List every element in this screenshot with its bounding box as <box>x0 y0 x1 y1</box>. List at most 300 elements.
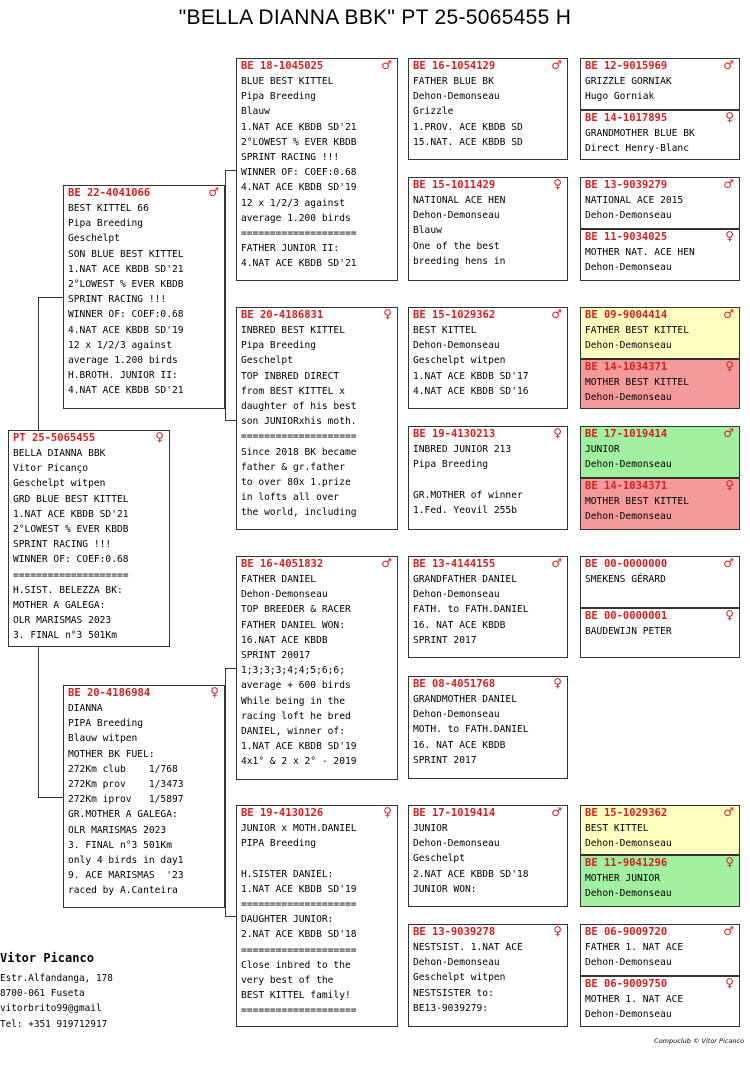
ring-number: BE 22-4041066 <box>68 187 151 199</box>
card-line: Geschelpt <box>413 853 465 865</box>
card-line: BEST KITTEL 66 <box>68 203 149 214</box>
card-header <box>581 360 739 375</box>
card-line: NATIONAL ACE 2015 <box>585 195 684 206</box>
sex-symbol: ♀ <box>725 110 734 124</box>
card-line: Geschelpt <box>241 355 293 367</box>
ring-number: BE 15-1029362 <box>413 309 496 321</box>
card-line: NESTSIST. 1.NAT ACE <box>413 942 523 953</box>
footer-credit: Compuclub © Vitor Picanco <box>654 1037 744 1045</box>
card-line: Close inbred to the <box>241 959 351 971</box>
card-line: GR.MOTHER A GALEGA: <box>68 809 178 821</box>
card-body <box>409 821 567 897</box>
card-line: 2.NAT ACE KBDB SD'18 <box>241 929 357 941</box>
card-line: SPRINT 2017 <box>413 754 477 766</box>
card-line: JUNIOR <box>585 444 620 455</box>
card-line: 2°LOWEST % EVER KBDB <box>13 523 129 535</box>
card-line <box>413 472 563 487</box>
card-line: Dehon-Demonseau <box>413 709 500 721</box>
card-line: Vitor Picanço <box>13 463 89 475</box>
card-line: Dehon-Demonseau <box>413 589 500 601</box>
card-line: 4.NAT ACE KBDB SD'19 <box>241 182 357 194</box>
ring-number: BE 17-1019414 <box>413 807 496 819</box>
card-g14 <box>580 855 740 907</box>
card-line: DIANNA <box>68 703 103 714</box>
card-line: average 1.200 birds <box>68 354 178 366</box>
card-line: GRIZZLE GORNIAK <box>585 76 672 87</box>
card-header <box>409 677 567 692</box>
card-line: MOTH. to FATH.DANIEL <box>413 724 529 736</box>
card-body <box>581 442 739 472</box>
card-line: 16.NAT ACE KBDB <box>241 634 328 646</box>
sex-symbol: ♀ <box>553 676 562 690</box>
card-line: FATHER BLUE BK <box>413 76 494 87</box>
card-body <box>409 940 567 1016</box>
card-g13 <box>580 805 740 855</box>
card-line: daughter of his best <box>241 400 357 412</box>
card-line: FATHER JUNIOR II: <box>241 243 340 255</box>
card-line: Geschelpt <box>68 233 120 245</box>
card-line: Geschelpt witpen <box>413 355 506 367</box>
card-line: BLUE BEST KITTEL <box>241 76 334 87</box>
card-dam <box>63 685 225 908</box>
card-line: Blauw witpen <box>68 733 138 745</box>
card-body <box>64 201 224 398</box>
card-line: Since 2018 BK became <box>241 446 357 458</box>
card-header <box>581 609 739 624</box>
ring-number: BE 18-1045025 <box>241 60 324 72</box>
card-g1 <box>580 58 740 110</box>
connector <box>38 297 39 430</box>
card-line: DAUGHTER JUNIOR: <box>241 914 334 926</box>
connector <box>225 668 226 916</box>
card-body <box>581 871 739 901</box>
connector <box>225 420 236 421</box>
sex-symbol: ♂ <box>723 177 734 191</box>
card-line: NESTSISTER to: <box>413 987 494 999</box>
card-sss <box>408 58 568 160</box>
card-line: Dehon-Demonseau <box>585 838 672 850</box>
card-line: BEST KITTEL family! <box>241 990 351 1002</box>
card-header <box>581 806 739 821</box>
card-line: Dehon-Demonseau <box>413 957 500 969</box>
card-g6 <box>580 359 740 409</box>
card-line: father & gr.father <box>241 461 345 473</box>
card-line: 1.NAT ACE KBDB SD'19 <box>241 883 357 895</box>
card-body <box>237 74 397 271</box>
card-header <box>409 427 567 442</box>
card-line: to over 80x 1.prize <box>241 476 351 488</box>
card-line: Blauw <box>413 225 442 237</box>
card-line: Dehon-Demonseau <box>585 262 672 274</box>
owner-postcode: 8700-061 Fuseta <box>0 988 85 1000</box>
card-line: SPRINT RACING !!! <box>68 294 167 306</box>
card-header <box>237 308 397 323</box>
card-line: 1.NAT ACE KBDB SD'21 <box>13 508 129 520</box>
card-sire-sire <box>236 58 398 281</box>
card-line: Pipa Breeding <box>68 218 144 230</box>
card-line: SMEKENS GÉRARD <box>585 574 666 585</box>
card-line: 1.Fed. Yeovil 255b <box>413 504 517 516</box>
card-line: BAUDEWIJN PETER <box>585 626 672 637</box>
card-line: racing loft he bred <box>241 710 351 722</box>
card-header <box>409 925 567 940</box>
card-line: Grizzle <box>413 106 454 118</box>
card-line: the world, including <box>241 507 357 519</box>
card-line: 2.NAT ACE KBDB SD'18 <box>413 868 529 880</box>
card-header <box>64 186 224 201</box>
ring-number: BE 14-1034371 <box>585 480 668 492</box>
card-line: 4.NAT ACE KBDB SD'21 <box>241 258 357 270</box>
card-header <box>9 431 169 446</box>
card-line: raced by A.Canteira <box>68 885 178 897</box>
card-g5 <box>580 307 740 359</box>
card-line: SON BLUE BEST KITTEL <box>68 248 184 260</box>
card-line: GR.MOTHER of winner <box>413 489 523 501</box>
card-line: ==================== <box>241 431 357 443</box>
card-line: Dehon-Demonseau <box>585 392 672 404</box>
connector <box>38 297 63 298</box>
card-header <box>581 479 739 494</box>
card-header <box>581 856 739 871</box>
card-header <box>409 557 567 572</box>
card-line: 4x1° & 2 x 2° - 2019 <box>241 756 357 768</box>
sex-symbol: ♀ <box>725 976 734 990</box>
pedigree-title: "BELLA DIANNA BBK" PT 25-5065455 H <box>178 6 572 29</box>
card-g7 <box>580 426 740 478</box>
card-body <box>581 126 739 156</box>
card-header <box>409 59 567 74</box>
ring-number: BE 19-4130126 <box>241 807 324 819</box>
card-line: 1.PROV. ACE KBDB SD <box>413 121 523 133</box>
card-line: 3. FINAL n°3 501Km <box>13 630 117 642</box>
connector <box>225 170 226 420</box>
card-line: TOP BREEDER & RACER <box>241 604 351 616</box>
card-body <box>409 692 567 768</box>
card-line: MOTHER BEST KITTEL <box>585 496 689 507</box>
card-line: Blauw <box>241 106 270 118</box>
card-g3 <box>580 177 740 229</box>
card-line: Dehon-Demonseau <box>585 511 672 523</box>
card-line: GRANDMOTHER DANIEL <box>413 694 517 705</box>
card-line: 15.NAT. ACE KBDB SD <box>413 136 523 148</box>
ring-number: BE 20-4186984 <box>68 687 151 699</box>
sex-symbol: ♂ <box>723 58 734 72</box>
card-line: BEST KITTEL <box>413 325 477 336</box>
card-body <box>581 193 739 223</box>
card-line: FATHER 1. NAT ACE <box>585 942 684 953</box>
ring-number: BE 15-1011429 <box>413 179 496 191</box>
card-body <box>409 572 567 648</box>
card-body <box>237 572 397 769</box>
sex-symbol: ♂ <box>381 556 392 570</box>
sex-symbol: ♀ <box>553 924 562 938</box>
sex-symbol: ♂ <box>551 58 562 72</box>
card-sire-dam <box>236 307 398 530</box>
card-body <box>237 821 397 1018</box>
card-line: Pipa Breeding <box>413 459 489 471</box>
card-line: SPRINT RACING !!! <box>241 151 340 163</box>
card-body <box>237 323 397 520</box>
card-line: Geschelpt witpen <box>413 972 506 984</box>
card-line: average 1.200 birds <box>241 212 351 224</box>
card-line: Dehon-Demonseau <box>413 838 500 850</box>
card-line: 1.NAT ACE KBDB SD'21 <box>68 263 184 275</box>
sex-symbol: ♂ <box>723 556 734 570</box>
card-line: H.BROTH. JUNIOR II: <box>68 370 178 382</box>
card-body <box>581 992 739 1022</box>
connector <box>225 170 236 171</box>
card-header <box>409 308 567 323</box>
card-line: OLR MARISMAS 2023 <box>13 615 112 627</box>
card-header <box>581 427 739 442</box>
sex-symbol: ♂ <box>551 556 562 570</box>
card-dsd <box>408 676 568 779</box>
card-line: FATHER BEST KITTEL <box>585 325 689 336</box>
connector <box>38 647 39 797</box>
card-dam-sire <box>236 556 398 780</box>
ring-number: BE 00-0000000 <box>585 558 668 570</box>
card-g8 <box>580 478 740 530</box>
sex-symbol: ♂ <box>723 426 734 440</box>
card-line: Dehon-Demonseau <box>413 210 500 222</box>
card-line: SPRINT 2017 <box>413 634 477 646</box>
card-line: BEST KITTEL <box>585 823 649 834</box>
card-line: Pipa Breeding <box>241 340 317 352</box>
card-line: 1.NAT ACE KBDB SD'17 <box>413 370 529 382</box>
ring-number: BE 16-1054129 <box>413 60 496 72</box>
card-line: 272Km club 1/768 <box>68 763 178 775</box>
card-line: MOTHER BK FUEL: <box>68 748 155 760</box>
card-line: MOTHER NAT. ACE HEN <box>585 247 695 258</box>
card-line: PIPA Breeding <box>68 718 144 730</box>
card-line: INBRED BEST KITTEL <box>241 325 345 336</box>
card-subject <box>8 430 170 647</box>
card-body <box>409 323 567 399</box>
card-header <box>581 178 739 193</box>
card-header <box>581 925 739 940</box>
card-ddd <box>408 924 568 1027</box>
connector <box>225 916 236 917</box>
card-line: PIPA Breeding <box>241 838 317 850</box>
card-header <box>409 178 567 193</box>
card-dds <box>408 805 568 907</box>
card-line: Pipa Breeding <box>241 91 317 103</box>
card-line: INBRED JUNIOR 213 <box>413 444 512 455</box>
connector <box>225 668 236 669</box>
card-dss <box>408 556 568 658</box>
sex-symbol: ♂ <box>381 58 392 72</box>
card-line: 4.NAT ACE KBDB SD'21 <box>68 385 184 397</box>
card-header <box>581 977 739 992</box>
card-body <box>9 446 169 643</box>
card-line: in lofts all over <box>241 492 340 504</box>
sex-symbol: ♂ <box>551 805 562 819</box>
card-body <box>409 442 567 518</box>
card-line: ==================== <box>241 898 357 910</box>
ring-number: BE 00-0000001 <box>585 610 668 622</box>
card-g9 <box>580 556 740 608</box>
card-body <box>409 74 567 150</box>
card-line: Direct Henry-Blanc <box>585 143 689 155</box>
card-line: TOP INBRED DIRECT <box>241 370 340 382</box>
card-line: Dehon-Demonseau <box>585 1009 672 1021</box>
ring-number: BE 14-1034371 <box>585 361 668 373</box>
card-header <box>237 557 397 572</box>
card-line: SPRINT 20017 <box>241 649 311 661</box>
card-line: son JUNIORxhis moth. <box>241 416 357 428</box>
card-header <box>237 59 397 74</box>
card-line: NATIONAL ACE HEN <box>413 195 506 206</box>
card-line: FATHER DANIEL WON: <box>241 619 345 631</box>
card-line: Dehon-Demonseau <box>585 340 672 352</box>
card-header <box>64 686 224 701</box>
card-line: FATHER DANIEL <box>241 574 317 585</box>
ring-number: BE 09-9004414 <box>585 309 668 321</box>
card-line: BE13-9039279: <box>413 1002 489 1014</box>
owner-block <box>0 951 113 1032</box>
ring-number: BE 06-9009720 <box>585 926 668 938</box>
card-g15 <box>580 924 740 976</box>
ring-number: BE 11-9034025 <box>585 231 668 243</box>
sex-symbol: ♀ <box>210 685 219 699</box>
card-body <box>581 323 739 353</box>
card-line: H.SIST. BELEZZA BK: <box>13 584 123 596</box>
card-g2 <box>580 110 740 160</box>
card-line: only 4 birds in day1 <box>68 854 184 866</box>
card-body <box>581 245 739 275</box>
sex-symbol: ♀ <box>725 229 734 243</box>
ring-number: BE 19-4130213 <box>413 428 496 440</box>
card-line: 3. FINAL n°3 501Km <box>68 839 172 851</box>
sex-symbol: ♂ <box>208 185 219 199</box>
card-line: GRANDFATHER DANIEL <box>413 574 517 585</box>
card-line: WINNER OF: COEF:0.68 <box>241 167 357 179</box>
card-line: 1.NAT ACE KBDB SD'21 <box>241 121 357 133</box>
sex-symbol: ♀ <box>725 359 734 373</box>
card-header <box>581 111 739 126</box>
owner-name: Vitor Picanco <box>0 951 94 965</box>
owner-phone: Tel: +351 919712917 <box>0 1018 108 1030</box>
card-body <box>581 494 739 524</box>
card-line: 12 x 1/2/3 against <box>241 197 345 209</box>
card-line: 272Km iprov 1/5897 <box>68 794 184 806</box>
sex-symbol: ♀ <box>553 426 562 440</box>
ring-number: BE 11-9041296 <box>585 857 668 869</box>
card-g4 <box>580 229 740 281</box>
card-line: WINNER OF: COEF:0.68 <box>68 309 184 321</box>
card-body <box>581 940 739 970</box>
card-header <box>237 806 397 821</box>
card-line: Dehon-Demonseau <box>413 91 500 103</box>
card-line: MOTHER BEST KITTEL <box>585 377 689 388</box>
card-body <box>581 375 739 405</box>
card-line: SPRINT RACING !!! <box>13 539 112 551</box>
card-line: DANIEL, winner of: <box>241 725 345 737</box>
card-line: ==================== <box>13 569 129 581</box>
card-header <box>581 308 739 323</box>
card-line: 16. NAT ACE KBDB <box>413 739 506 751</box>
card-line: While being in the <box>241 695 345 707</box>
card-line: OLR MARISMAS 2023 <box>68 824 167 836</box>
card-line: Dehon-Demonseau <box>241 589 328 601</box>
owner-email: vitorbrito99@gmail <box>0 1003 102 1015</box>
card-header <box>409 806 567 821</box>
card-line: ==================== <box>241 1005 357 1017</box>
card-sire <box>63 185 225 409</box>
card-line: 2°LOWEST % EVER KBDB <box>241 136 357 148</box>
card-line: One of the best <box>413 240 500 252</box>
card-g10 <box>580 608 740 658</box>
card-line: MOTHER JUNIOR <box>585 873 661 884</box>
sex-symbol: ♀ <box>725 855 734 869</box>
card-sdd <box>408 426 568 530</box>
card-line: 9. ACE MARISMAS '23 <box>68 870 184 882</box>
sex-symbol: ♂ <box>723 805 734 819</box>
sex-symbol: ♀ <box>725 608 734 622</box>
sex-symbol: ♂ <box>723 924 734 938</box>
ring-number: BE 15-1029362 <box>585 807 668 819</box>
ring-number: BE 06-9009750 <box>585 978 668 990</box>
card-line: very best of the <box>241 974 334 986</box>
ring-number: BE 14-1017895 <box>585 112 668 124</box>
card-header <box>581 230 739 245</box>
card-header <box>581 59 739 74</box>
card-body <box>581 74 739 104</box>
card-line: breeding hens in <box>413 255 506 267</box>
connector <box>38 797 63 798</box>
card-line: Hugo Gorniak <box>585 91 655 103</box>
card-line: Dehon-Demonseau <box>585 459 672 471</box>
card-line: Dehon-Demonseau <box>585 210 672 222</box>
card-sds <box>408 307 568 409</box>
card-dam-dam <box>236 805 398 1027</box>
ring-number: BE 17-1019414 <box>585 428 668 440</box>
card-line: Dehon-Demonseau <box>585 957 672 969</box>
sex-symbol: ♂ <box>723 307 734 321</box>
card-line: 12 x 1/2/3 against <box>68 339 172 351</box>
card-line: MOTHER A GALEGA: <box>13 599 106 611</box>
card-line: ==================== <box>241 944 357 956</box>
sex-symbol: ♀ <box>725 478 734 492</box>
card-line: Dehon-Demonseau <box>413 340 500 352</box>
card-line: Geschelpt witpen <box>13 478 106 490</box>
card-line: 4.NAT ACE KBDB SD'19 <box>68 324 184 336</box>
card-line: MOTHER 1. NAT ACE <box>585 994 684 1005</box>
card-body <box>409 193 567 269</box>
card-line: 1;3;3;3;4;4;5;6;6; <box>241 665 345 677</box>
card-body <box>581 624 739 639</box>
card-line: from BEST KITTEL x <box>241 385 345 397</box>
ring-number: PT 25-5065455 <box>13 432 96 444</box>
card-line: JUNIOR <box>413 823 448 834</box>
card-line: Dehon-Demonseau <box>585 888 672 900</box>
card-line: BELLA DIANNA BBK <box>13 448 106 459</box>
card-header <box>581 557 739 572</box>
sex-symbol: ♀ <box>383 805 392 819</box>
ring-number: BE 13-4144155 <box>413 558 496 570</box>
card-line: 16. NAT ACE KBDB <box>413 619 506 631</box>
sex-symbol: ♀ <box>155 430 164 444</box>
card-line: JUNIOR x MOTH.DANIEL <box>241 823 357 834</box>
card-line: 1.NAT ACE KBDB SD'19 <box>241 741 357 753</box>
ring-number: BE 12-9015969 <box>585 60 668 72</box>
card-line: 272Km prov 1/3473 <box>68 778 184 790</box>
card-g16 <box>580 976 740 1027</box>
ring-number: BE 13-9039278 <box>413 926 496 938</box>
card-line: 4.NAT ACE KBDB SD'16 <box>413 385 529 397</box>
card-body <box>581 821 739 851</box>
sex-symbol: ♀ <box>383 307 392 321</box>
